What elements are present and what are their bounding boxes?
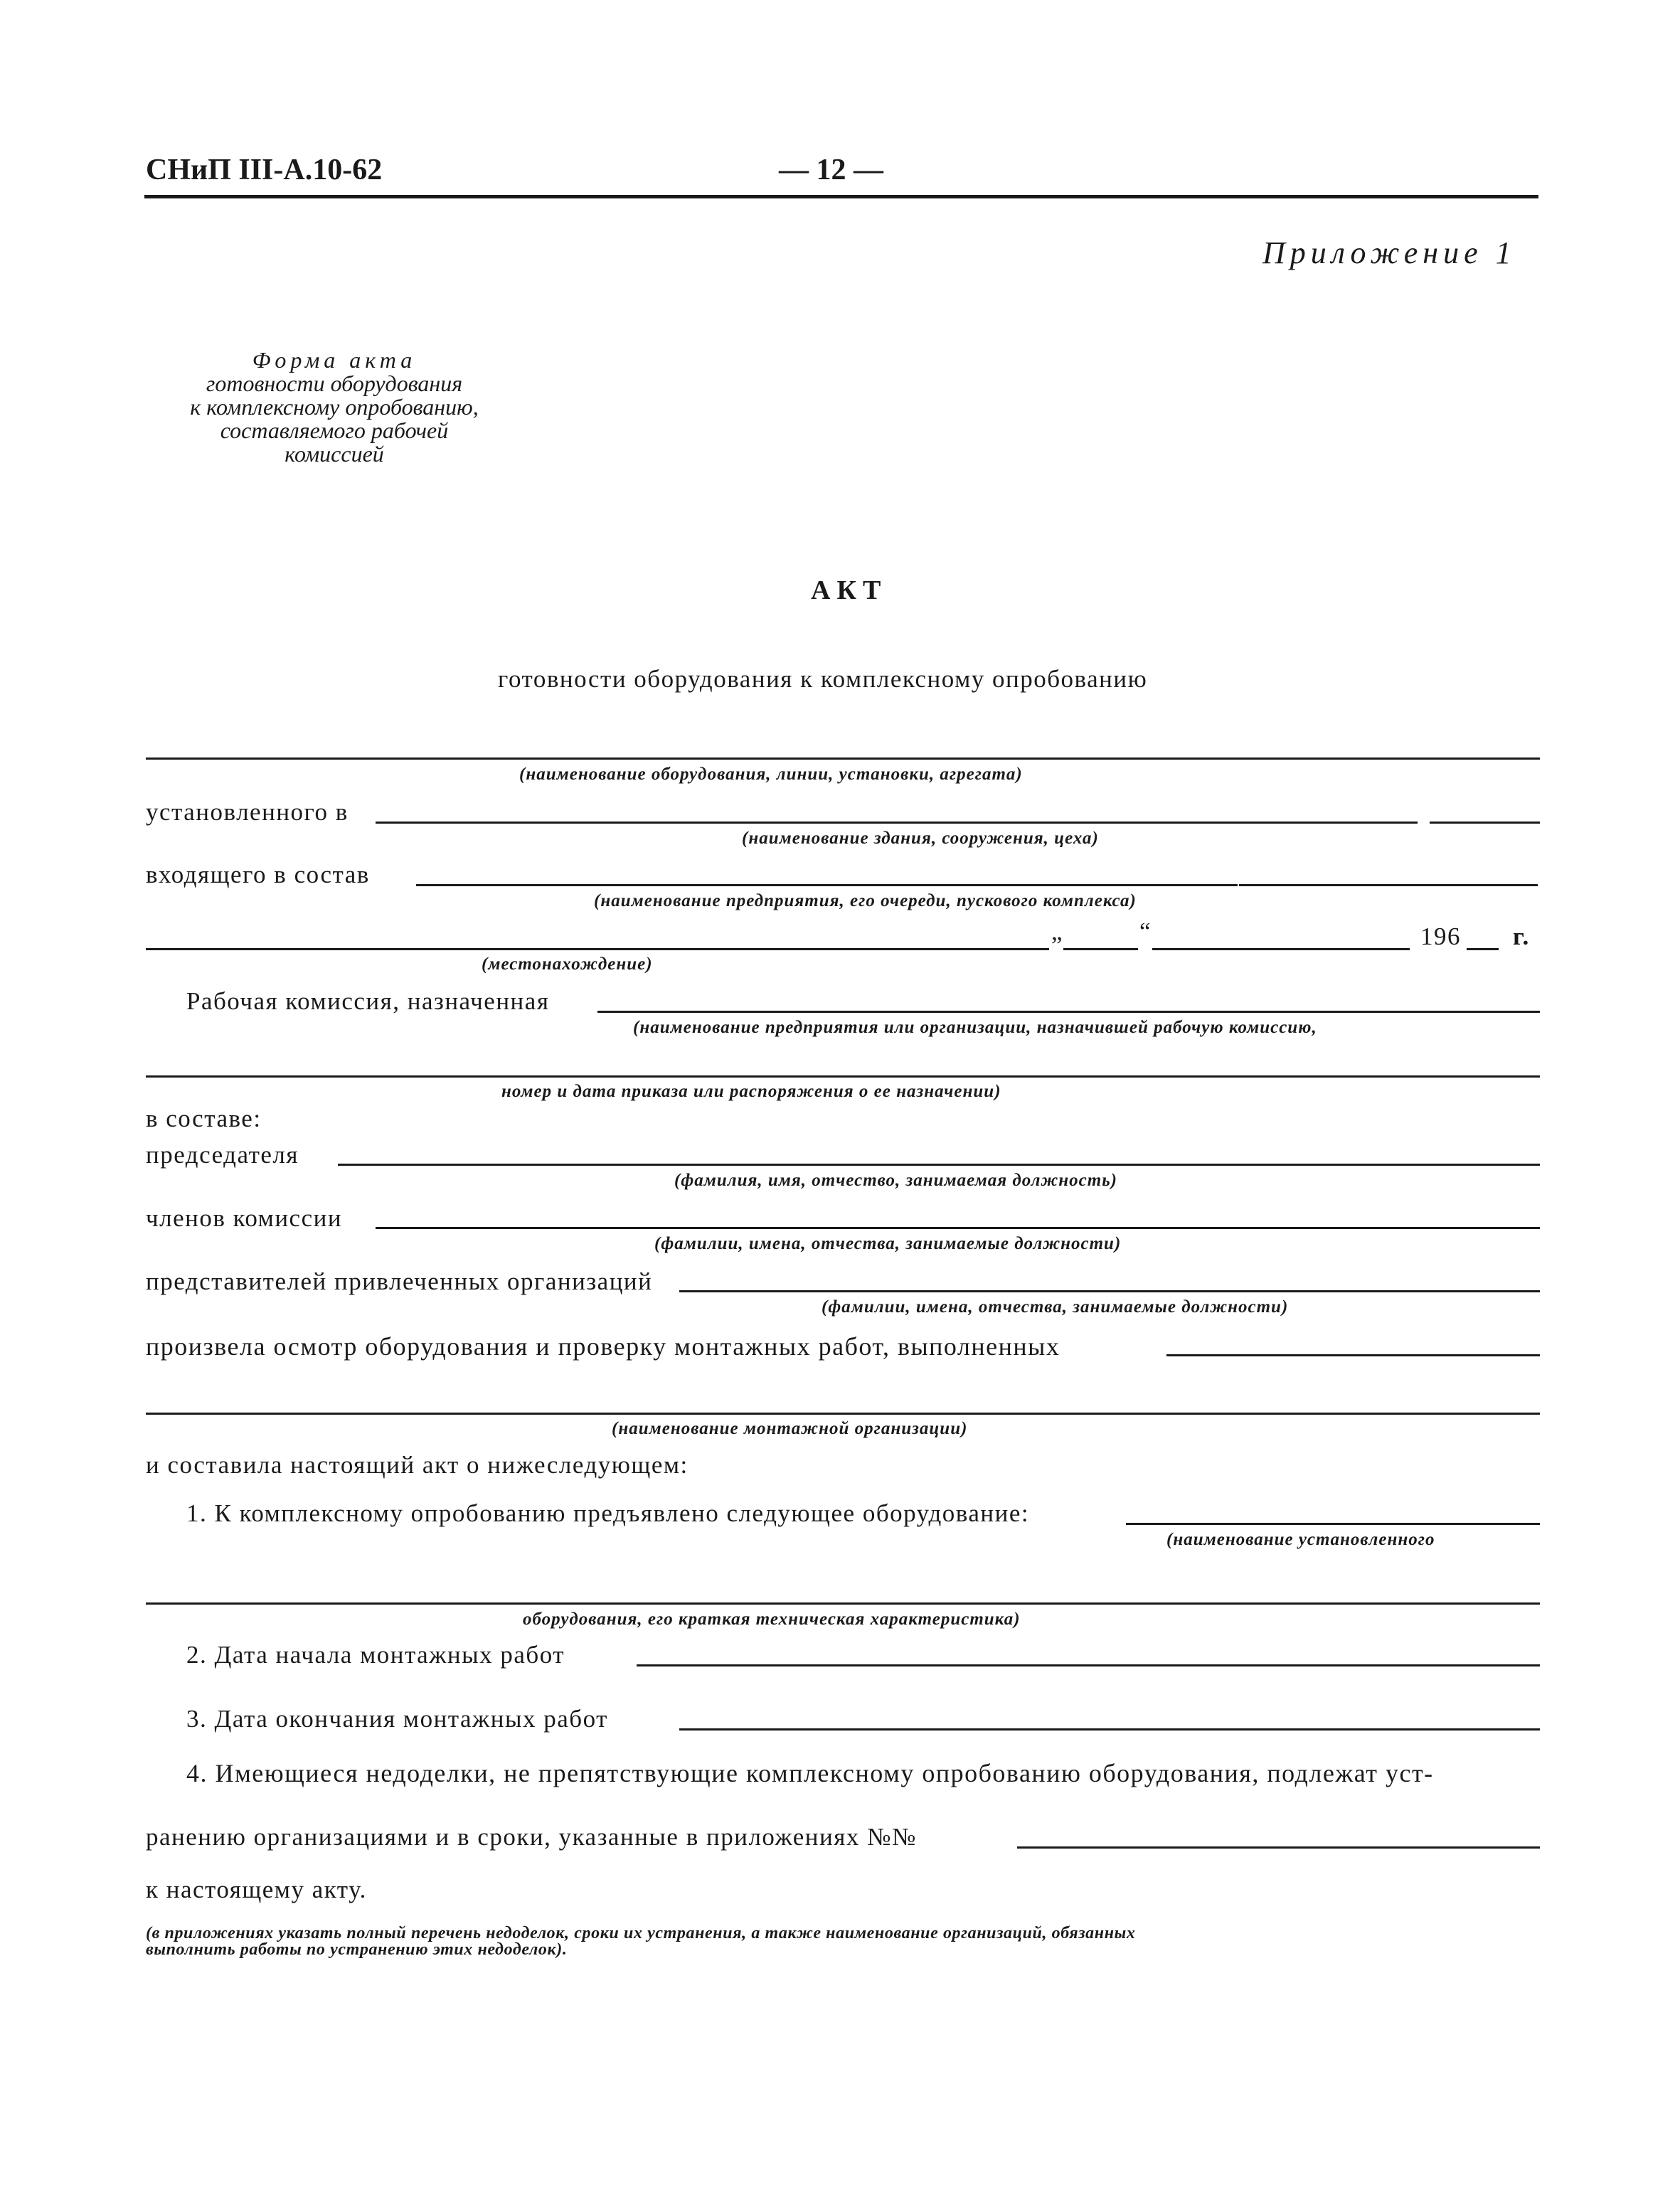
page-number: — 12 — <box>779 154 883 186</box>
date-day-field[interactable] <box>1063 948 1138 950</box>
year-field[interactable] <box>1467 948 1499 950</box>
location-field[interactable] <box>146 948 1049 950</box>
form-caption-line: составляемого рабочей <box>220 418 449 443</box>
footnote-line-2: выполнить работы по устранению этих недоделок). <box>146 1940 568 1959</box>
appendix-label: Приложение 1 <box>1262 235 1516 270</box>
representatives-label: представителей привлеченных организаций <box>146 1267 653 1295</box>
representatives-caption: (фамилии, имена, отчества, занимаемые должности) <box>822 1297 1289 1317</box>
item-1-caption-1: (наименование установленного <box>1166 1530 1435 1549</box>
enterprise-caption: (наименование предприятия, его очереди, пускового комплекса) <box>594 891 1137 910</box>
chairman-label: председателя <box>146 1141 299 1169</box>
inspection-text: произвела осмотр оборудования и проверку монтажных работ, выполненных <box>146 1332 1060 1361</box>
form-caption-line: готовности оборудования <box>206 371 463 396</box>
equipment-caption: (наименование оборудования, линии, установки, агрегата) <box>519 765 1023 784</box>
compiled-text: и составила настоящий акт о нижеследующем: <box>146 1451 689 1479</box>
members-caption: (фамилии, имена, отчества, занимаемые должности) <box>654 1234 1122 1253</box>
building-caption: (наименование здания, сооружения, цеха) <box>742 829 1099 848</box>
document-code: СНиП III-А.10-62 <box>146 154 383 186</box>
composition-label: в составе: <box>146 1105 262 1132</box>
commission-field[interactable] <box>597 1011 1540 1013</box>
part-of-label: входящего в состав <box>146 861 370 888</box>
header-rule <box>144 195 1538 198</box>
commission-field-2[interactable] <box>146 1075 1540 1078</box>
date-month-field[interactable] <box>1152 948 1410 950</box>
item-1-field[interactable] <box>1126 1523 1540 1525</box>
item-1-caption-2: оборудования, его краткая техническая характеристика) <box>523 1610 1021 1629</box>
installer-caption: (наименование монтажной организации) <box>612 1419 968 1438</box>
installed-in-field[interactable] <box>376 822 1418 824</box>
representatives-field[interactable] <box>679 1290 1540 1292</box>
part-of-field-end[interactable] <box>1239 884 1538 886</box>
item-3-text: 3. Дата окончания монтажных работ <box>186 1705 608 1733</box>
date-quote-open: „ <box>1051 918 1064 945</box>
location-caption: (местонахождение) <box>482 955 653 974</box>
form-caption-line: Форма акта <box>252 347 417 373</box>
item-2-field[interactable] <box>637 1664 1540 1666</box>
item-4-text-2: ранению организациями и в сроки, указанные в приложениях №№ <box>146 1823 917 1851</box>
members-label: членов комиссии <box>146 1204 343 1232</box>
item-1-field-2[interactable] <box>146 1602 1540 1605</box>
part-of-field[interactable] <box>416 884 1238 886</box>
year-suffix: г. <box>1513 923 1530 950</box>
members-field[interactable] <box>376 1227 1540 1229</box>
equipment-field[interactable] <box>146 757 1540 760</box>
item-4-field[interactable] <box>1017 1846 1540 1849</box>
footnote-line-1: (в приложениях указать полный перечень недоделок, сроки их устранения, а также наименование организаций, обязанных <box>146 1924 1136 1942</box>
date-quote-close: “ <box>1139 918 1152 945</box>
commission-caption-2: номер и дата приказа или распоряжения о ее назначении) <box>501 1082 1001 1101</box>
installer-field-2[interactable] <box>146 1413 1540 1415</box>
form-caption-line: комиссией <box>285 441 384 467</box>
installed-in-field-end[interactable] <box>1430 822 1540 824</box>
commission-caption-1: (наименование предприятия или организации, назначившей рабочую комиссию, <box>633 1018 1317 1037</box>
item-4-text-3: к настоящему акту. <box>146 1876 367 1903</box>
chairman-field[interactable] <box>338 1164 1540 1166</box>
commission-label: Рабочая комиссия, назначенная <box>186 987 550 1015</box>
installed-in-label: установленного в <box>146 798 349 826</box>
act-title: АКТ <box>811 575 888 605</box>
item-2-text: 2. Дата начала монтажных работ <box>186 1641 565 1669</box>
chairman-caption: (фамилия, имя, отчество, занимаемая должность) <box>674 1171 1117 1190</box>
form-caption <box>121 349 548 466</box>
item-3-field[interactable] <box>679 1728 1540 1731</box>
year-prefix: 196 <box>1420 923 1461 950</box>
installer-field[interactable] <box>1166 1354 1540 1356</box>
item-1-text: 1. К комплексному опробованию предъявлено следующее оборудование: <box>186 1499 1030 1527</box>
form-caption-line: к комплексному опробованию, <box>190 394 479 420</box>
item-4-text-1: 4. Имеющиеся недоделки, не препятствующие комплексному опробованию оборудования, подлежат уст- <box>186 1759 1434 1787</box>
act-subtitle: готовности оборудования к комплексному опробованию <box>498 665 1148 693</box>
